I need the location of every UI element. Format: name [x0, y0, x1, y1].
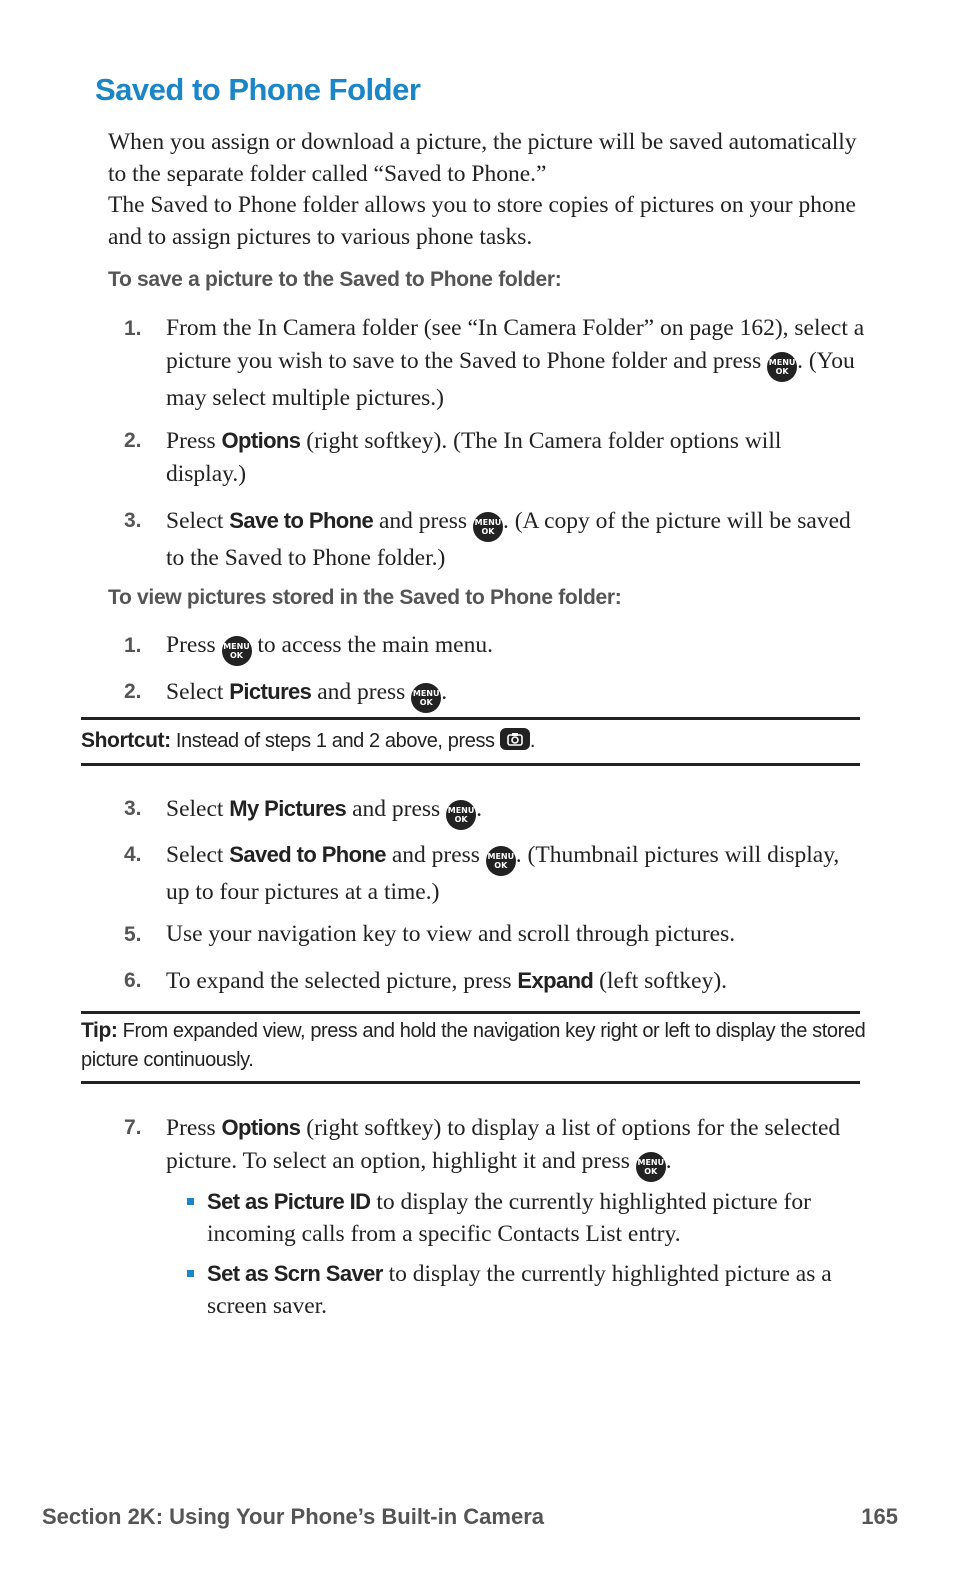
- tip-note: Tip: From expanded view, press and hold the navigation key right or left to display the stored picture continuously.: [81, 1019, 866, 1071]
- menu-ok-key-icon: MENU OK: [446, 800, 476, 830]
- keyword-my-pictures: My Pictures: [229, 796, 347, 821]
- step-number: 4.: [124, 843, 142, 866]
- keyword-set-as-scrn-saver: Set as Scrn Saver: [207, 1261, 383, 1286]
- footer-page-number: 165: [861, 1504, 898, 1529]
- step-number: 3.: [124, 509, 142, 532]
- shortcut-top-rule: [81, 717, 860, 720]
- menu-ok-key-icon: MENU OK: [222, 636, 252, 666]
- tip-bottom-rule: [81, 1081, 860, 1084]
- bullet-square-icon: [187, 1270, 194, 1277]
- footer-section-title: Section 2K: Using Your Phone’s Built-in Camera: [42, 1504, 545, 1529]
- bullet-square-icon: [187, 1198, 194, 1205]
- step-number: 3.: [124, 797, 142, 820]
- keyword-expand: Expand: [517, 968, 594, 993]
- menu-ok-key-icon: MENU OK: [411, 683, 441, 713]
- menu-ok-key-icon: MENU OK: [767, 352, 797, 382]
- intro-paragraph-2: The Saved to Phone folder allows you to store copies of pictures on your phone and to assign pictures to various phone tasks.: [108, 192, 856, 250]
- step-number: 1.: [124, 317, 142, 340]
- menu-ok-key-icon: MENU OK: [636, 1152, 666, 1182]
- shortcut-bottom-rule: [81, 763, 860, 766]
- step-number: 2.: [124, 429, 142, 452]
- page-title: Saved to Phone Folder: [95, 72, 421, 107]
- keyword-set-as-picture-id: Set as Picture ID: [207, 1189, 371, 1214]
- keyword-options: Options: [221, 1115, 301, 1140]
- keyword-options: Options: [221, 428, 301, 453]
- shortcut-label: Shortcut:: [81, 729, 171, 752]
- save-section-heading: To save a picture to the Saved to Phone folder:: [108, 268, 562, 291]
- step-number: 7.: [124, 1116, 142, 1139]
- menu-ok-key-icon: MENU OK: [486, 846, 516, 876]
- camera-key-icon: [500, 728, 530, 750]
- tip-label: Tip:: [81, 1019, 118, 1042]
- view-section-heading: To view pictures stored in the Saved to Phone folder:: [108, 586, 622, 609]
- keyword-saved-to-phone: Saved to Phone: [229, 842, 386, 867]
- keyword-pictures: Pictures: [229, 679, 312, 704]
- keyword-save-to-phone: Save to Phone: [229, 508, 374, 533]
- step-number: 6.: [124, 969, 142, 992]
- step-number: 5.: [124, 923, 142, 946]
- step-number: 1.: [124, 634, 142, 657]
- shortcut-note: Shortcut: Instead of steps 1 and 2 above, press .: [81, 729, 535, 752]
- menu-ok-key-icon: MENU OK: [473, 512, 503, 542]
- step-number: 2.: [124, 680, 142, 703]
- intro-paragraph-1: When you assign or download a picture, the picture will be saved automatically to the separate folder called “Saved to Phone.”: [108, 129, 857, 187]
- tip-top-rule: [81, 1011, 860, 1014]
